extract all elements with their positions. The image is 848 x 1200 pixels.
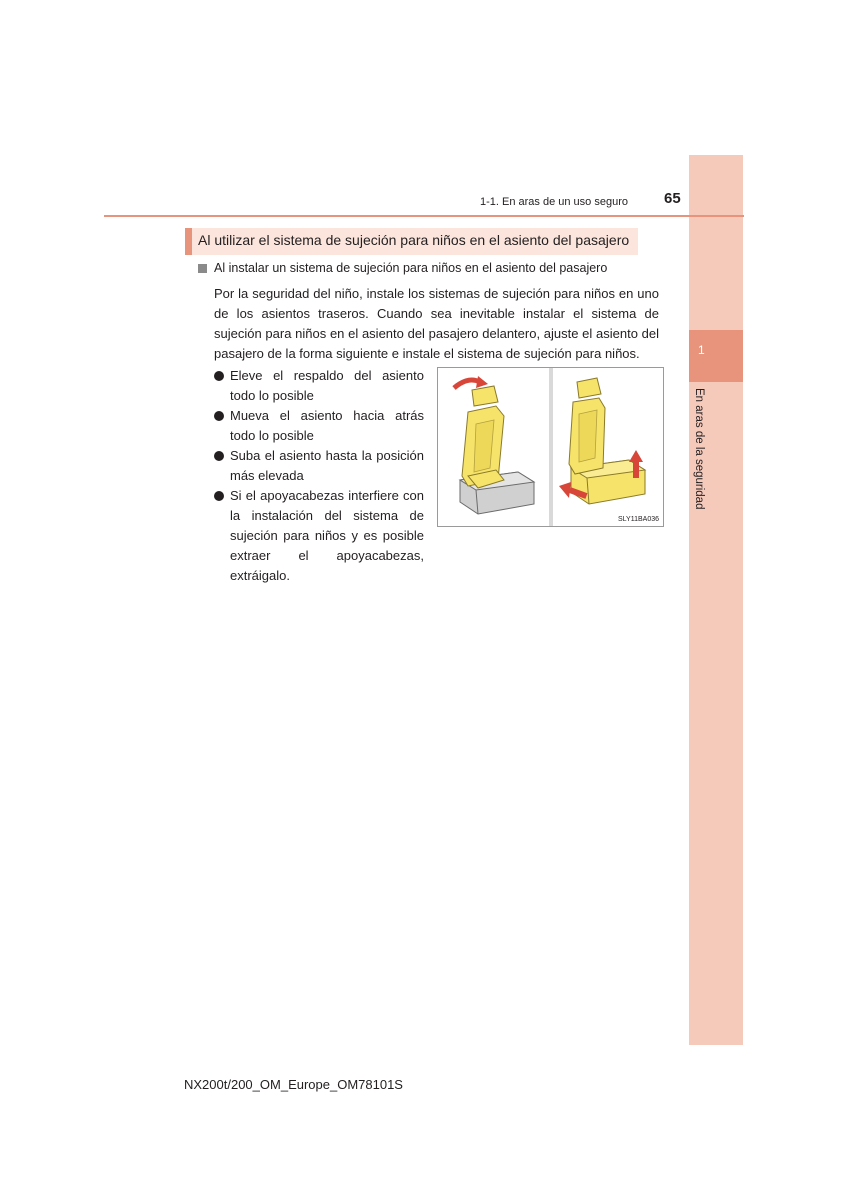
- subsection-title: Al instalar un sistema de sujeción para niños en el asiento del pasajero: [214, 261, 608, 275]
- header-divider: [104, 215, 744, 217]
- seat-backrest-icon: [569, 398, 605, 474]
- seat-backrest-icon: [462, 406, 504, 488]
- list-item-text: Mueva el asiento hacia atrás todo lo posible: [230, 408, 424, 443]
- list-item: [214, 366, 424, 406]
- headrest-icon: [577, 378, 601, 398]
- seat-position-illustration: [553, 368, 663, 526]
- seat-backrest-illustration: [438, 368, 549, 526]
- list-item: [214, 486, 424, 586]
- bullet-icon: [214, 451, 224, 461]
- header-section-title: 1-1. En aras de un uso seguro: [480, 196, 628, 208]
- section-title: Al utilizar el sistema de sujeción para niños en el asiento del pasajero: [198, 232, 630, 248]
- list-item: [214, 406, 424, 446]
- recline-arrow-icon: [454, 376, 488, 388]
- list-item-text: Si el apoyacabezas interfiere con la instalación del sistema de sujeción para niños y es posible extraer el apoyacabezas, extráigalo.: [230, 488, 424, 583]
- chapter-side-tab: [689, 155, 743, 1045]
- square-bullet-icon: [198, 264, 207, 273]
- bullet-icon: [214, 491, 224, 501]
- seat-adjustment-figure: [437, 367, 664, 527]
- list-item-text: Suba el asiento hasta la posición más elevada: [230, 448, 424, 483]
- figure-caption: SLY11BA036: [618, 516, 659, 523]
- chapter-number: 1: [698, 343, 705, 357]
- intro-paragraph: Por la seguridad del niño, instale los sistemas de sujeción para niños en uno de los asientos traseros. Cuando sea inevitable instalar el sistema de sujeción para niños en el asiento del pasajero delantero, ajuste el asiento del pasajero de la forma siguiente e instale el sistema de sujeción para niños.: [214, 286, 659, 361]
- footer-doc-code: NX200t/200_OM_Europe_OM78101S: [184, 1077, 403, 1092]
- instruction-list: [214, 366, 424, 586]
- chapter-title: En aras de la seguridad: [693, 388, 705, 510]
- list-item: [214, 446, 424, 486]
- headrest-icon: [472, 386, 498, 406]
- section-heading-marker: [185, 228, 192, 255]
- page-number: 65: [664, 190, 681, 207]
- bullet-icon: [214, 371, 224, 381]
- list-item-text: Eleve el respaldo del asiento todo lo posible: [230, 368, 424, 403]
- bullet-icon: [214, 411, 224, 421]
